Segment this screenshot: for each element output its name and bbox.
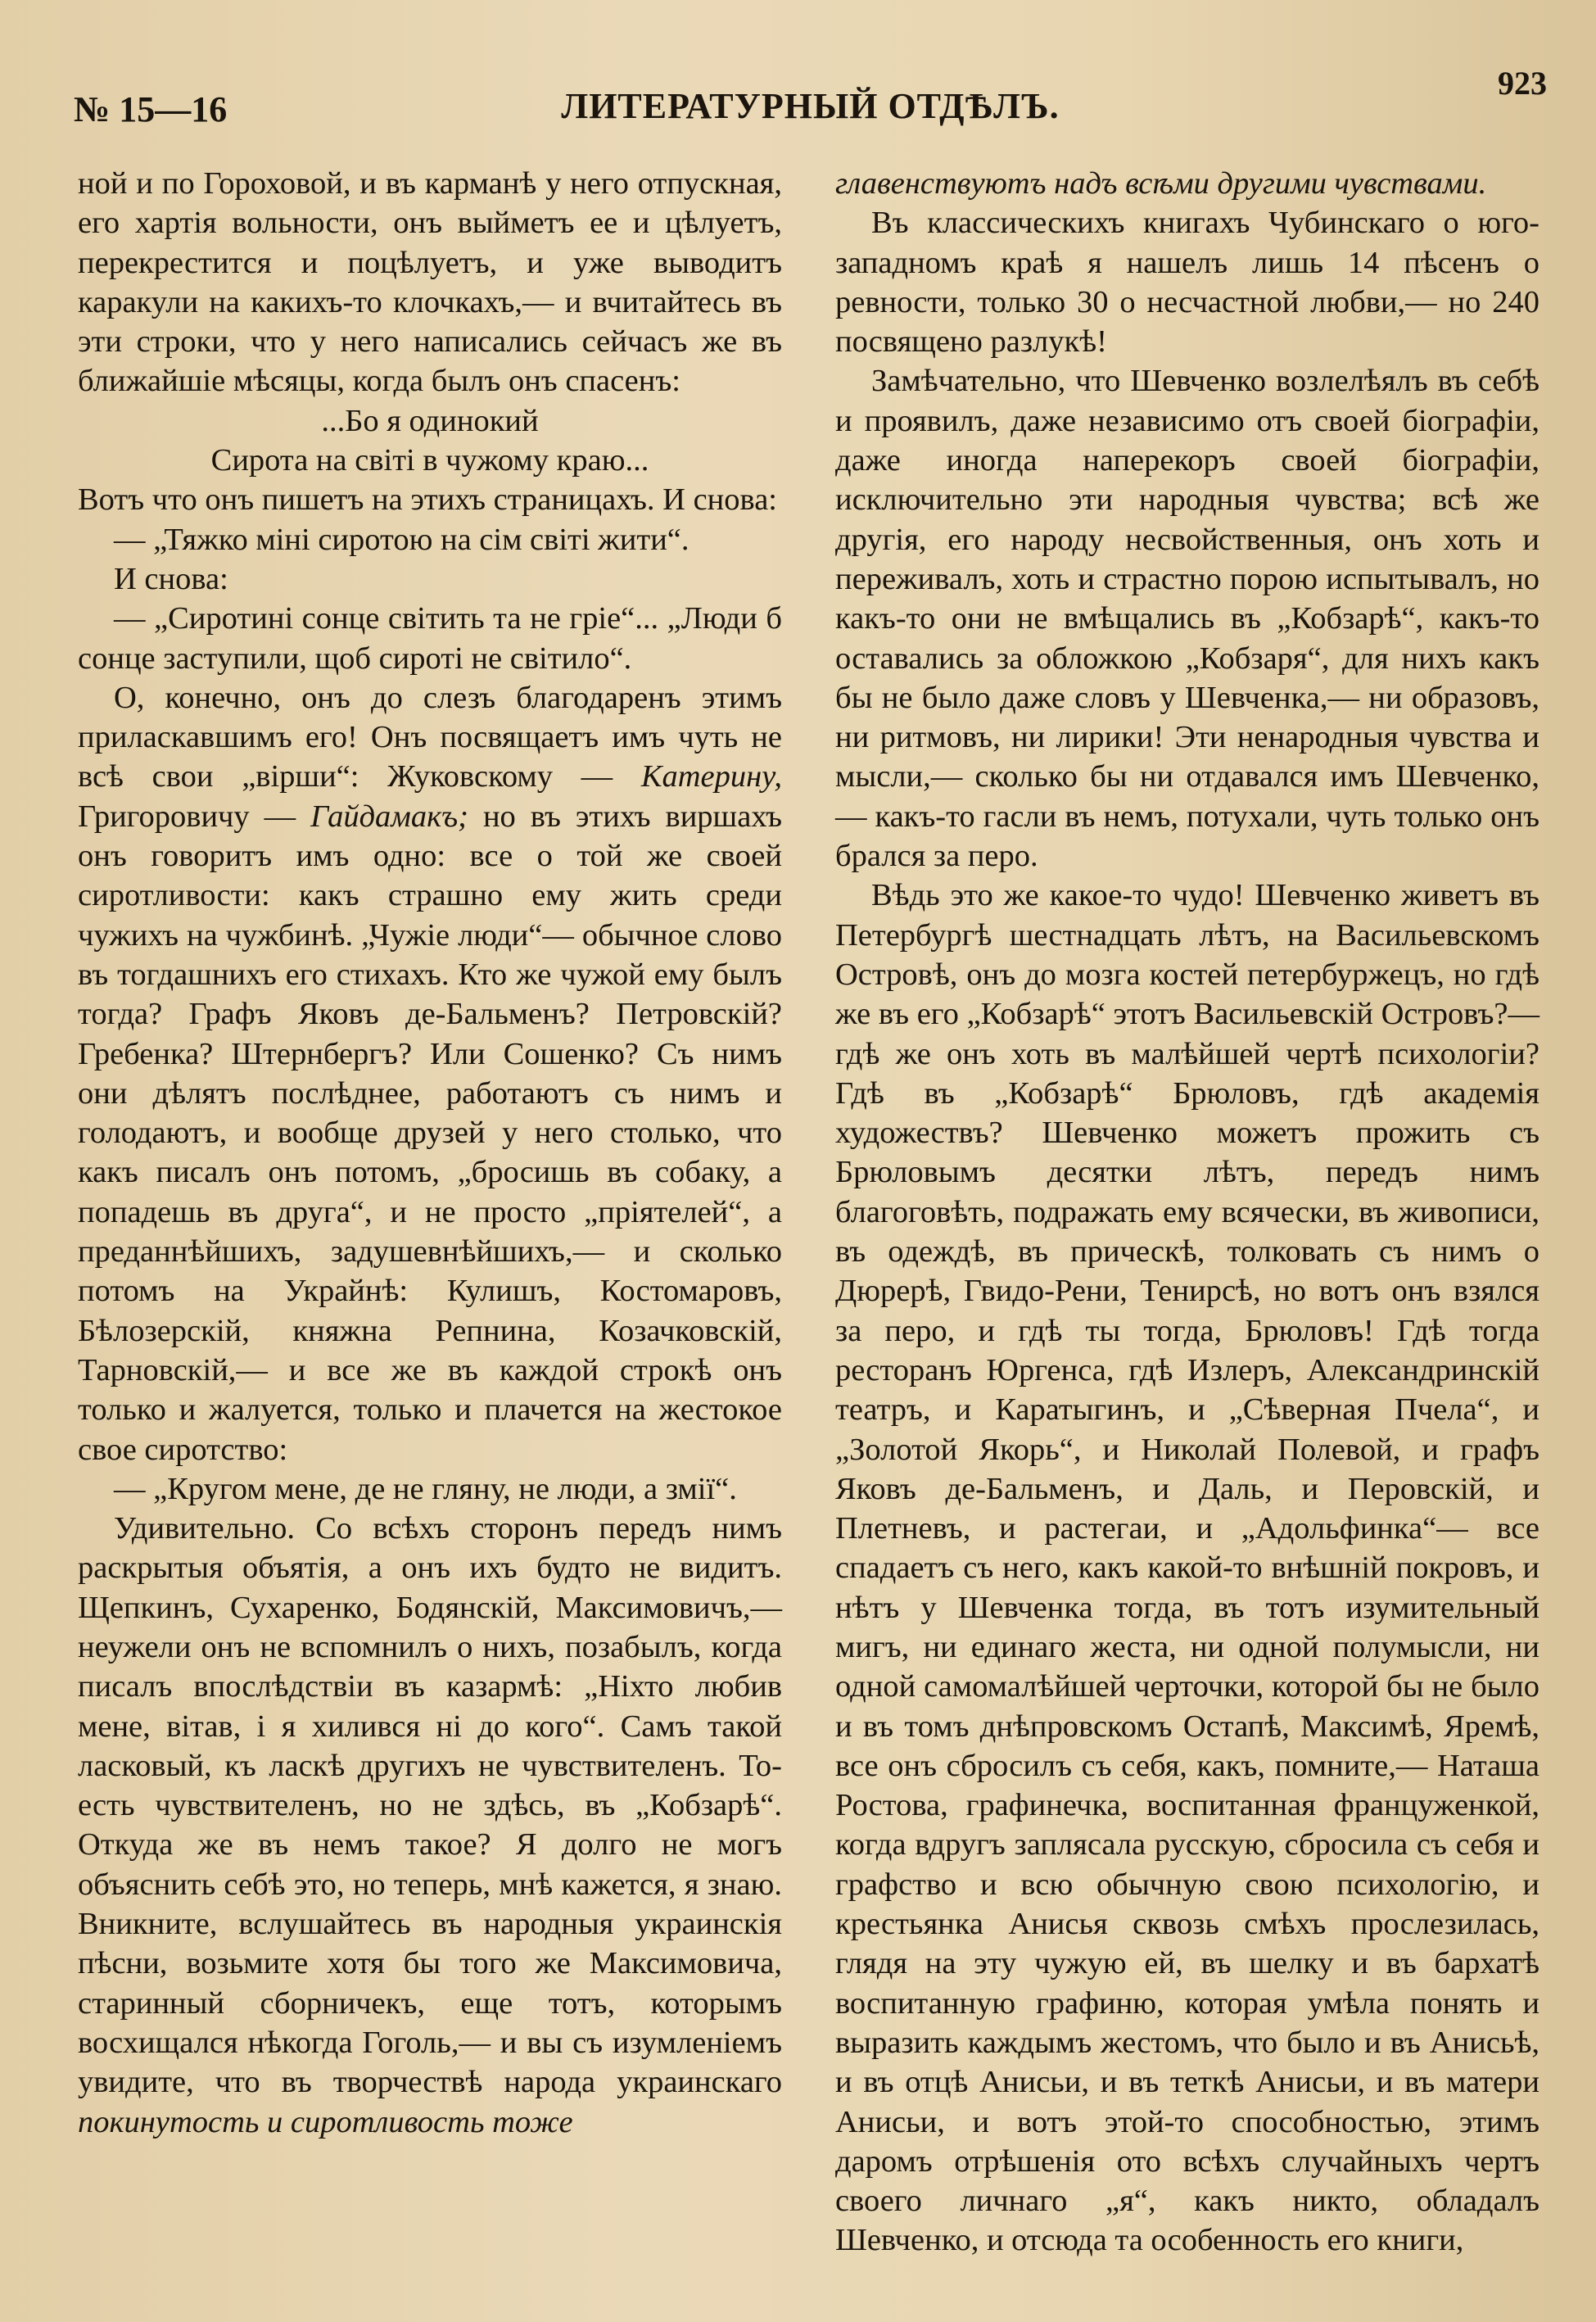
left-column [78,164,782,2142]
paragraph: И снова: [114,561,228,596]
quote-paragraph: — „Кругом мене, де не гляну, не люди, а змії“. [114,1471,737,1506]
italic-emphasis: покинутость и сиротливость тоже [78,2104,573,2139]
paragraph: Вотъ что онъ пишетъ на этихъ страницахъ. И снова: [78,482,777,518]
paragraph: ной и по Гороховой, и въ карманѣ у него отпускная, его хартія вольности, онъ выйметъ ее и цѣлуетъ, перекрестится и поцѣлуетъ, и уже выводитъ каракули на какихъ-то клочкахъ,— и вчитайтесь въ эти строки, что у него написались сейчасъ же въ ближайшіе мѣсяцы, когда былъ онъ спасенъ: [78,166,782,399]
text-run: О, конечно, онъ до слезъ благодаренъ этимъ приласкавшимъ его! Онъ посвящаетъ имъ чуть не всѣ свои „вірши“: Жуковскому — [78,680,782,794]
text-run: но въ этихъ виршахъ онъ говоритъ имъ одно: все о той же своей сиротливости: какъ страшно ему жить среди чужихъ на чужбинѣ. „Чужіе люди“— обычное слово въ тогдашнихъ его стихахъ. Кто же чужой ему былъ тогда? Графъ Яковъ де-Бальменъ? Петровскій? Гребенка? Штернбергъ? Или Сошенко? Съ нимъ они дѣлятъ послѣднее, работаютъ съ нимъ и голодаютъ, и вообще друзей у него столько, что какъ писалъ онъ потомъ, „бросишь въ собаку, а попадешь въ друга“, и не просто „пріятелей“, а преданнѣйшихъ, задушевнѣйшихъ,— и сколько потомъ на Украйнѣ: Кулишъ, Костомаровъ, Бѣлозерскій, княжна Репнина, Козачковскій, Тарновскій,— и все же въ каждой строкѣ онъ только и жалуется, только и плачется на жестокое свое сиротство: [78,799,782,1467]
issue-number: № 15—16 [74,89,228,129]
section-title: ЛИТЕРАТУРНЫЙ ОТДѢЛЪ. [561,86,1060,126]
poem-line: Сирота на світі в чужому краю... [210,443,649,478]
italic-title: Катерину, [640,759,782,794]
italic-title: Гайдамакъ; [310,799,468,834]
italic-continuation: главенствуютъ надъ всѣми другими чувствами. [835,166,1487,201]
text-run: Григоровичу — [78,799,311,834]
paragraph [78,1509,782,2142]
running-header [74,64,1547,138]
page-number: 923 [1498,65,1547,102]
paragraph [78,678,782,1469]
quote-paragraph: — „Сиротині сонце світить та не гріе“... „Люди б сонце заступили, щоб сироті не світило“. [78,601,782,676]
paragraph: Замѣчательно, что Шевченко возлелѣялъ въ себѣ и проявилъ, даже независимо отъ своей біографіи, даже иногда наперекоръ своей біографіи, исключительно эти народныя чувства; всѣ же другія, его народу несвойственныя, онъ хоть и переживалъ, хоть и страстно порою испытывалъ, но какъ-то они не вмѣщались въ „Кобзарѣ“, какъ-то оставались за обложкою „Кобзаря“, для нихъ какъ бы не было даже словъ у Шевченка,— ни образовъ, ни ритмовъ, ни лирики! Эти ненародныя чувства и мысли,— сколько бы ни отдавался имъ Шевченко,— какъ-то гасли въ немъ, потухали, чуть только онъ брался за перо. [835,364,1539,874]
text-run: Удивительно. Со всѣхъ сторонъ передъ нимъ раскрытыя объятія, а онъ ихъ будто не видитъ. Щепкинъ, Сухаренко, Бодянскій, Максимовичъ,— неужели онъ не вспомнилъ о нихъ, позабылъ, когда писалъ впослѣдствіи въ казармѣ: „Ніхто любив мене, вітав, і я хилився ні до кого“. Самъ такой ласковый, къ ласкѣ другихъ не чувствителенъ. То-есть чувствителенъ, но не здѣсь, въ „Кобзарѣ“. Откуда же въ немъ такое? Я долго не могъ объяснить себѣ это, но теперь, мнѣ кажется, я знаю. Вникните, вслушайтесь въ народныя украинскія пѣсни, возьмите хотя бы того же Максимовича, старинный сборничекъ, еще тотъ, которымъ восхищался нѣкогда Гоголь,— и вы съ изумленіемъ увидите, что въ творчествѣ народа украинскаго [78,1511,782,2100]
quote-paragraph: — „Тяжко міні сиротою на сім світі жити“. [114,522,689,557]
paragraph: Въ классическихъ книгахъ Чубинскаго о юго-западномъ краѣ я нашелъ лишь 14 пѣсенъ о ревности, только 30 о несчастной любви,— но 240 посвящено разлукѣ! [835,206,1539,360]
right-column [835,164,1539,2261]
poem-line: ...Бо я одинокий [321,403,539,438]
poem-quote [78,401,782,481]
paragraph: Вѣдь это же какое-то чудо! Шевченко живетъ въ Петербургѣ шестнадцать лѣтъ, на Васильевскомъ Островѣ, онъ до мозга костей петербуржецъ, но гдѣ же въ его „Кобзарѣ“ этотъ Васильевскій Островъ?— гдѣ же онъ хоть въ малѣйшей чертѣ психологіи? Гдѣ въ „Кобзарѣ“ Брюловъ, гдѣ академія художествъ? Шевченко можетъ прожить съ Брюловымъ десятки лѣтъ, передъ нимъ благоговѣть, подражать ему всячески, въ живописи, въ одеждѣ, въ прическѣ, толковать съ нимъ о Дюрерѣ, Гвидо-Рени, Тенирсѣ, но вотъ онъ взялся за перо, и гдѣ ты тогда, Брюловъ! Гдѣ тогда ресторанъ Юргенса, гдѣ Излеръ, Александринскій театръ, и Каратыгинъ, и „Сѣверная Пчела“, и „Золотой Якорь“, и Николай Полевой, и графъ Яковъ де-Бальменъ, и Даль, и Перовскій, и Плетневъ, и растегаи, и „Адольфинка“— все спадаетъ съ него, какъ какой-то внѣшній покровъ, и нѣтъ у Шевченка тогда, въ тотъ изумительный мигъ, ни единаго жеста, ни одной полумысли, ни одной самомалѣйшей черточки, которой бы не было и въ томъ днѣпровскомъ Остапѣ, Максимѣ, Яремѣ, все онъ сбросилъ съ себя, какъ, помните,— Наташа Ростова, графинечка, воспитанная француженкой, когда вдругъ заплясала русскую, сбросила съ себя и графство и всю обычную свою психологію, и крестьянка Анисья сквозь смѣхъ прослезилась, глядя на эту чужую ей, въ шелку и въ бархатѣ воспитанную графиню, которая умѣла понять и выразить каждымъ жестомъ, что было и въ Анисьѣ, и въ отцѣ Анисьи, и въ теткѣ Анисьи, и въ матери Анисьи, и вотъ этой-то способностью, этимъ даромъ отрѣшенія ото всѣхъ случайныхъ чертъ своего личнаго „я“, какъ никто, обладалъ Шевченко, и отсюда та особенность его книги, [835,878,1539,2258]
